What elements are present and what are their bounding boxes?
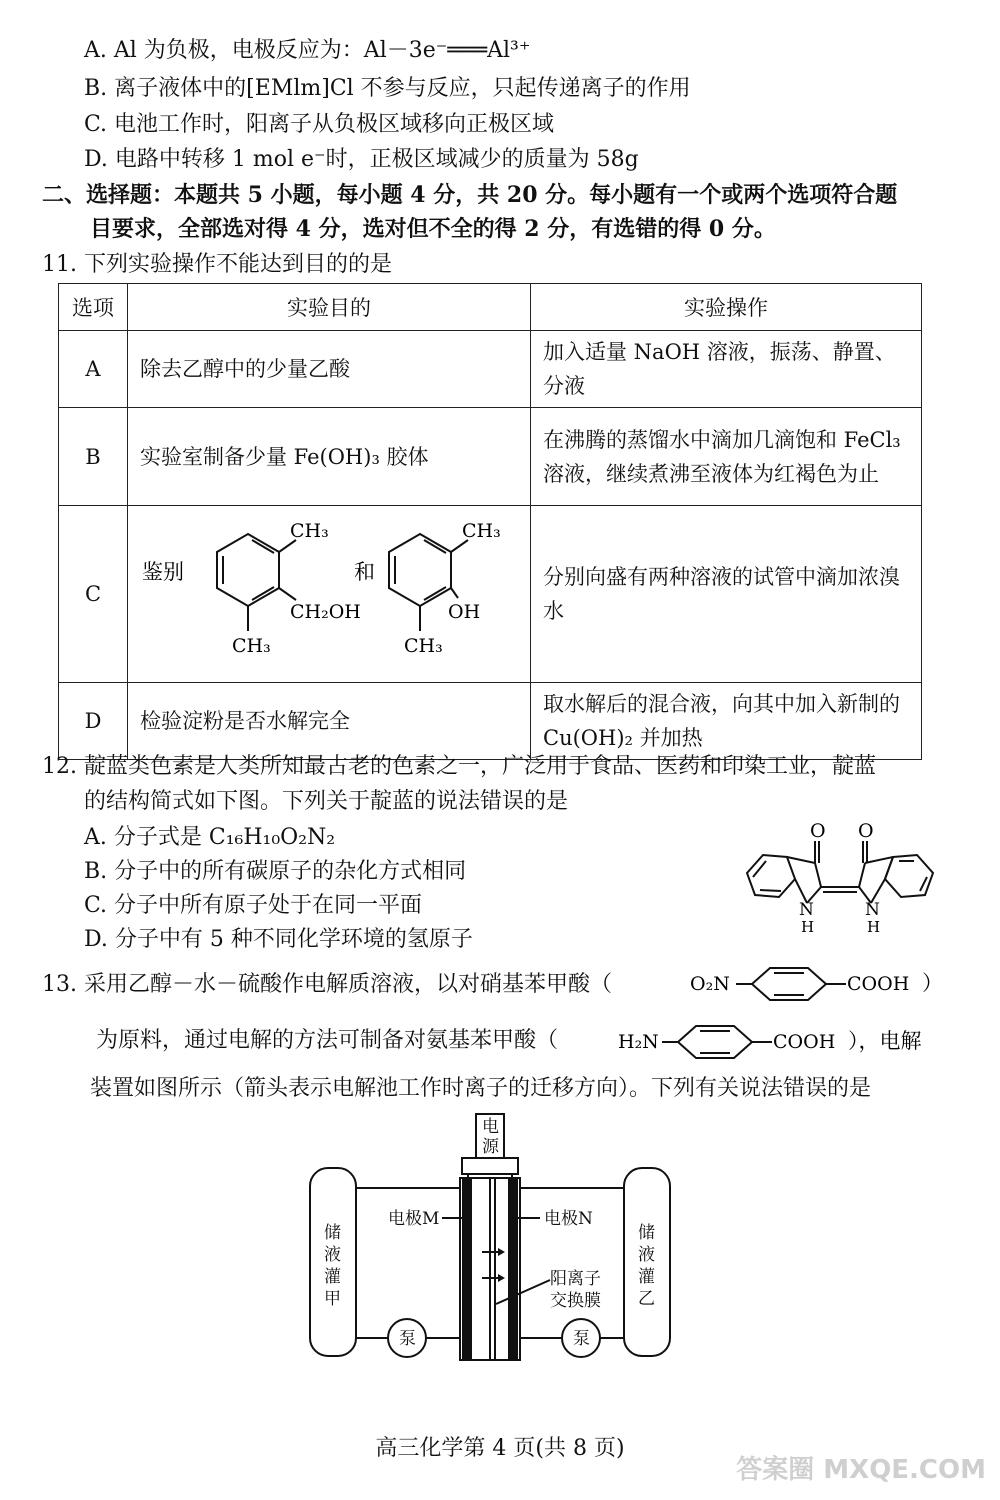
tank-left-label-2: 液 xyxy=(324,1245,341,1265)
row-operation: 取水解后的混合液，向其中加入新制的 Cu(OH)₂ 并加热 xyxy=(531,683,922,760)
mol2-top-group: CH₃ xyxy=(462,520,501,542)
electrode-n-label: 电极N xyxy=(544,1209,593,1229)
cooh-label-1: COOH xyxy=(847,973,910,995)
electrode-m xyxy=(462,1178,472,1360)
benzyl-alcohol-structure xyxy=(217,534,296,631)
indigo-oxygen-left: O xyxy=(810,820,826,842)
q13-stem-line2: 为原料，通过电解的方法可制备对氨基苯甲酸（ xyxy=(96,1028,559,1053)
table-row xyxy=(59,331,922,408)
q12-option-c: C. 分子中所有原子处于在同一平面 xyxy=(84,893,423,918)
molecule-pair-figure xyxy=(128,506,528,672)
row-purpose: 实验室制备少量 Fe(OH)₃ 胶体 xyxy=(128,408,531,506)
indigo-nitrogen-right: N xyxy=(865,900,880,920)
indigo-oxygen-right: O xyxy=(858,820,874,842)
tank-left-label-3: 灌 xyxy=(324,1267,341,1287)
q10-option-b: B. 离子液体中的[EMlm]Cl 不参与反应，只起传递离子的作用 xyxy=(84,76,691,101)
tank-right-label-4: 乙 xyxy=(638,1289,655,1309)
row-option: D xyxy=(59,683,128,760)
pump-right-label: 泵 xyxy=(573,1329,590,1349)
nitro-group-label: O₂N xyxy=(690,973,730,995)
row-operation: 加入适量 NaOH 溶液，振荡、静置、分液 xyxy=(531,331,922,408)
arrow-icon xyxy=(498,1274,505,1282)
mol1-bottom-group: CH₃ xyxy=(232,635,271,657)
mol2-bottom-group: CH₃ xyxy=(404,635,443,657)
tank-right-label-1: 储 xyxy=(638,1223,655,1243)
q12-stem-line1: 12. 靛蓝类色素是人类所知最古老的色素之一，广泛用于食品、医药和印染工业，靛蓝 xyxy=(42,754,876,779)
electrolysis-diagram xyxy=(300,1108,670,1370)
arrow-icon xyxy=(498,1248,505,1256)
q13-stem-line3: 装置如图所示（箭头表示电解池工作时离子的迁移方向）。下列有关说法错误的是 xyxy=(90,1076,872,1101)
row-option: C xyxy=(59,506,128,683)
q12-option-d: D. 分子中有 5 种不同化学环境的氢原子 xyxy=(84,927,473,952)
q10-option-c: C. 电池工作时，阳离子从负极区域移向正极区域 xyxy=(84,112,555,137)
table-row xyxy=(59,408,922,506)
q13-stem-line1-end: ） xyxy=(922,971,943,995)
membrane-label-1: 阳离子 xyxy=(550,1269,601,1289)
indigo-nitrogen-left: N xyxy=(799,900,814,920)
indigo-hydrogen-left: H xyxy=(801,918,815,936)
header-operation: 实验操作 xyxy=(531,284,922,331)
table-row xyxy=(59,506,922,683)
row-purpose: 除去乙醇中的少量乙酸 xyxy=(128,331,531,408)
q11-stem: 11. 下列实验操作不能达到目的的是 xyxy=(42,252,392,277)
tank-left-label-4: 甲 xyxy=(324,1289,341,1309)
electrode-m-label: 电极M xyxy=(388,1209,440,1229)
nitrobenzoic-acid-structure xyxy=(690,962,943,1006)
pump-left-label: 泵 xyxy=(399,1329,416,1349)
row-purpose-molecules xyxy=(128,506,531,683)
row-operation: 在沸腾的蒸馏水中滴加几滴饱和 FeCl₃ 溶液，继续煮沸至液体为红褐色为止 xyxy=(531,408,922,506)
q10-option-a: A. Al 为负极，电极反应为：Al－3e⁻═══Al³⁺ xyxy=(84,38,531,63)
table-row xyxy=(59,683,922,760)
q11-table xyxy=(58,283,922,760)
tank-right-label-2: 液 xyxy=(638,1245,655,1265)
amino-group-label: H₂N xyxy=(618,1031,659,1053)
header-option: 选项 xyxy=(59,284,128,331)
indigo-hydrogen-right: H xyxy=(867,918,881,936)
q12-option-a: A. 分子式是 C₁₆H₁₀O₂N₂ xyxy=(84,825,336,850)
mol1-top-group: CH₃ xyxy=(290,520,329,542)
watermark-logo: 答案圈 MXQE.COM xyxy=(736,1455,986,1485)
section2-heading: 二、选择题：本题共 5 小题，每小题 4 分，共 20 分。每小题有一个或两个选项符合题 xyxy=(42,182,898,208)
cooh-label-2: COOH xyxy=(773,1031,836,1053)
power-label-2: 源 xyxy=(482,1137,499,1157)
q13-stem-line2-end: ），电解 xyxy=(848,1029,922,1053)
page-footer: 高三化学第 4 页(共 8 页) xyxy=(375,1436,625,1461)
mol1-side-group: CH₂OH xyxy=(290,601,361,623)
q12-stem-line2: 的结构简式如下图。下列关于靛蓝的说法错误的是 xyxy=(84,789,569,814)
indigo-structure xyxy=(735,815,950,935)
aminobenzoic-acid-structure xyxy=(616,1020,946,1064)
power-label-1: 电 xyxy=(482,1117,499,1137)
membrane-label-2: 交换膜 xyxy=(550,1291,601,1311)
identify-label: 鉴别 xyxy=(142,560,184,584)
row-operation: 分别向盛有两种溶液的试管中滴加浓溴水 xyxy=(531,506,922,683)
q12-option-b: B. 分子中的所有碳原子的杂化方式相同 xyxy=(84,859,467,884)
and-label: 和 xyxy=(354,560,375,584)
row-option: A xyxy=(59,331,128,408)
row-option: B xyxy=(59,408,128,506)
row-purpose: 检验淀粉是否水解完全 xyxy=(128,683,531,760)
tank-right-label-3: 灌 xyxy=(638,1267,655,1287)
table-header-row xyxy=(59,284,922,331)
header-purpose: 实验目的 xyxy=(128,284,531,331)
q13-stem-line1: 13. 采用乙醇－水－硫酸作电解质溶液，以对硝基苯甲酸（ xyxy=(42,972,612,997)
tank-left-label-1: 储 xyxy=(324,1223,341,1243)
mol2-side-group: OH xyxy=(448,601,481,623)
section2-instructions: 目要求，全部选对得 4 分，选对但不全的得 2 分，有选错的得 0 分。 xyxy=(90,216,776,242)
electrode-n xyxy=(508,1178,518,1360)
q10-option-d: D. 电路中转移 1 mol e⁻时，正极区域减少的质量为 58g xyxy=(84,147,639,172)
